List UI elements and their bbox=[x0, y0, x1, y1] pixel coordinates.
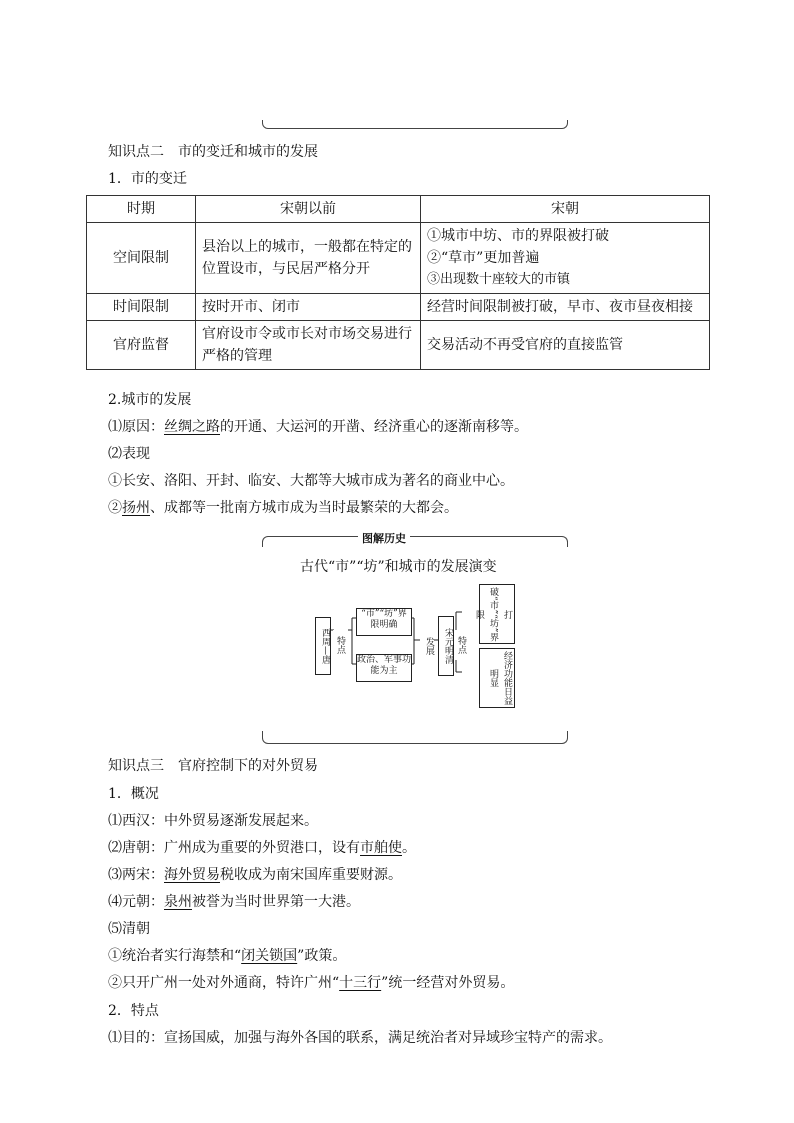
sub-heading-city-development: 2.城市的发展 bbox=[108, 392, 192, 408]
box-economic-function: 经济功能日益明显 bbox=[479, 648, 515, 708]
top-frame-border bbox=[262, 120, 568, 129]
feature-label-2: 特点 bbox=[454, 630, 466, 660]
table-row bbox=[87, 321, 710, 370]
song-item: ③出现数十座较大的市镇 bbox=[427, 272, 571, 287]
song-item: ②“草市”更加普遍 bbox=[427, 250, 540, 266]
period-western-zhou-tang: 西周—唐 bbox=[315, 617, 331, 675]
header-song: 宋朝 bbox=[421, 196, 710, 223]
feature-item-1: ⑴目的：宣扬国威，加强与海外各国的联系，满足统治者对异域珍宝特产的需求。 bbox=[108, 1030, 612, 1046]
header-period: 时期 bbox=[87, 196, 196, 223]
overview-item-2 bbox=[108, 838, 416, 858]
overview-item-4 bbox=[108, 892, 360, 912]
item-text: 被誉为当时世界第一大港。 bbox=[192, 894, 360, 910]
sub-heading-features: 2．特点 bbox=[108, 1003, 159, 1019]
item-text: ①统治者实行海禁和“ bbox=[108, 948, 242, 964]
overview-item-5: ⑸清朝 bbox=[108, 921, 150, 937]
item-text: ②只开广州一处对外通商，特许广州“ bbox=[108, 975, 340, 991]
song-item: ①城市中坊、市的界限被打破 bbox=[427, 228, 609, 244]
diagram-frame-top bbox=[262, 536, 568, 547]
reason-line bbox=[108, 417, 528, 437]
cell-song: 交易活动不再受官府的直接监管 bbox=[421, 321, 710, 370]
item-text: ⑷元朝： bbox=[108, 894, 164, 910]
diagram-title: 古代“市”“坊”和城市的发展演变 bbox=[300, 559, 497, 575]
cell-period: 空间限制 bbox=[87, 223, 196, 294]
box-market-ward-clear: “市”“坊”界限明确 bbox=[356, 608, 412, 636]
cell-song: 经营时间限制被打破，早市、夜市昼夜相接 bbox=[421, 294, 710, 321]
table-row bbox=[87, 223, 710, 294]
item-text: 。 bbox=[402, 840, 416, 856]
item-keyword: 闭关锁国 bbox=[241, 948, 298, 964]
sub-heading-overview: 1．概况 bbox=[108, 786, 159, 802]
reason-label: ⑴原因： bbox=[108, 419, 164, 435]
item-keyword: 泉州 bbox=[164, 894, 192, 910]
reason-text: 的开通、大运河的开凿、经济重心的逐渐南移等。 bbox=[220, 419, 528, 435]
period-song-yuan-ming-qing: 宋元明清 bbox=[438, 616, 454, 676]
item-text: ⑵唐朝：广州成为重要的外贸港口，设有 bbox=[108, 840, 360, 856]
sub-heading-market-change: 1．市的变迁 bbox=[108, 171, 187, 187]
qing-item-2 bbox=[108, 973, 514, 993]
section3-heading: 知识点三 官府控制下的对外贸易 bbox=[108, 758, 318, 774]
header-before-song: 宋朝以前 bbox=[196, 196, 421, 223]
cell-period: 时间限制 bbox=[87, 294, 196, 321]
item-text: ⑶两宋： bbox=[108, 867, 164, 883]
item-text: ”统一经营对外贸易。 bbox=[381, 975, 515, 991]
performance-heading: ⑵表现 bbox=[108, 446, 150, 462]
diagram-badge: 图解历史 bbox=[358, 530, 410, 546]
section2-heading: 知识点二 市的变迁和城市的发展 bbox=[108, 144, 318, 160]
market-change-table bbox=[86, 195, 710, 370]
reason-keyword: 丝绸之路 bbox=[164, 419, 220, 435]
overview-item-1: ⑴西汉：中外贸易逐渐发展起来。 bbox=[108, 813, 318, 829]
develop-label: 发展 bbox=[422, 628, 434, 664]
table-row bbox=[87, 294, 710, 321]
overview-item-3 bbox=[108, 865, 402, 885]
cell-before: 县治以上的城市，一般都在特定的位置设市，与民居严格分开 bbox=[196, 223, 421, 294]
qing-item-1 bbox=[108, 946, 346, 966]
item-text: 税收成为南宋国库重要财源。 bbox=[220, 867, 402, 883]
performance-item-1: ①长安、洛阳、开封、临安、大都等大城市成为著名的商业中心。 bbox=[108, 473, 514, 489]
item-text: ”政策。 bbox=[297, 948, 347, 964]
item-text: 、成都等一批南方城市成为当时最繁荣的大都会。 bbox=[150, 500, 458, 516]
cell-period: 官府监督 bbox=[87, 321, 196, 370]
item-keyword: 十三行 bbox=[339, 975, 382, 991]
item-keyword: 海外贸易 bbox=[164, 867, 220, 883]
cell-song bbox=[421, 223, 710, 294]
feature-label: 特点 bbox=[333, 630, 345, 660]
diagram-frame-bottom bbox=[262, 731, 568, 744]
item-keyword: 扬州 bbox=[122, 500, 150, 516]
cell-before: 按时开市、闭市 bbox=[196, 294, 421, 321]
box-political-military: 政治、军事功能为主 bbox=[356, 654, 412, 682]
table-header-row bbox=[87, 196, 710, 223]
performance-item-2 bbox=[108, 498, 458, 518]
item-marker: ② bbox=[108, 500, 122, 516]
box-break-boundaries: 打破“市”“坊”界限 bbox=[479, 584, 515, 644]
item-keyword: 市舶使 bbox=[360, 840, 402, 856]
cell-before: 官府设市令或市长对市场交易进行严格的管理 bbox=[196, 321, 421, 370]
